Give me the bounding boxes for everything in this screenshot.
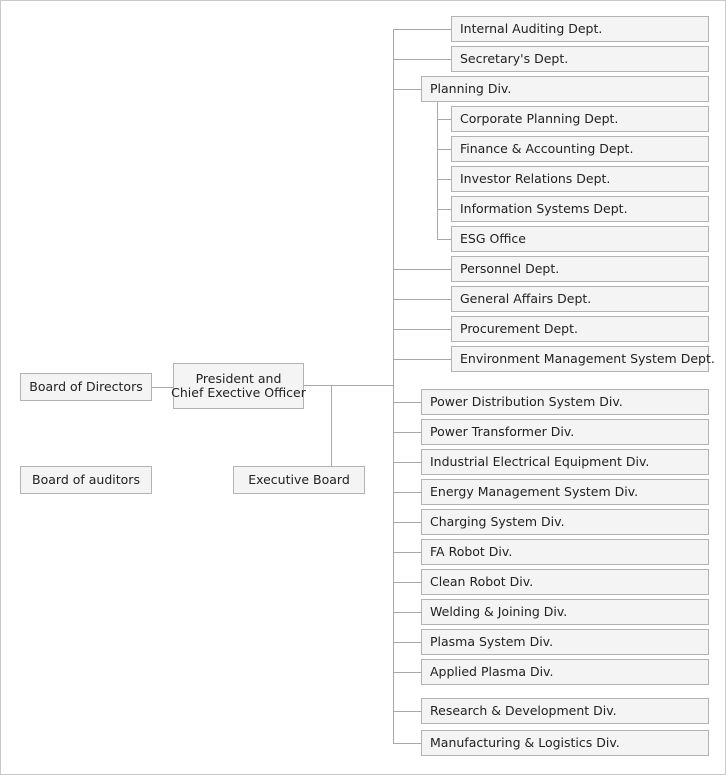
research-development-div-box: Research & Development Div.: [421, 698, 709, 724]
connector: [393, 462, 421, 463]
planning-div-box: Planning Div.: [421, 76, 709, 102]
connector-main-trunk: [393, 29, 394, 743]
connector: [393, 59, 451, 60]
connector: [393, 492, 421, 493]
energy-management-div-box: Energy Management System Div.: [421, 479, 709, 505]
president-ceo-line2: Chief Exective Officer: [171, 385, 306, 400]
general-affairs-dept-box: General Affairs Dept.: [451, 286, 709, 312]
welding-joining-div-box: Welding & Joining Div.: [421, 599, 709, 625]
corporate-planning-dept-box: Corporate Planning Dept.: [451, 106, 709, 132]
connector-president-trunk: [303, 385, 393, 386]
secretarys-dept-box: Secretary's Dept.: [451, 46, 709, 72]
connector-planning-trunk: [437, 102, 438, 239]
connector: [393, 269, 451, 270]
personnel-dept-box: Personnel Dept.: [451, 256, 709, 282]
connector-board-president: [151, 387, 173, 388]
applied-plasma-div-box: Applied Plasma Div.: [421, 659, 709, 685]
connector: [393, 299, 451, 300]
board-of-directors-box: Board of Directors: [20, 373, 152, 401]
connector: [437, 119, 451, 120]
connector: [393, 552, 421, 553]
connector: [437, 239, 451, 240]
information-systems-dept-box: Information Systems Dept.: [451, 196, 709, 222]
connector: [437, 209, 451, 210]
connector: [393, 89, 421, 90]
president-ceo-line1: President and: [195, 371, 282, 386]
connector: [393, 329, 451, 330]
president-ceo-box: [173, 363, 304, 409]
connector: [437, 179, 451, 180]
plasma-system-div-box: Plasma System Div.: [421, 629, 709, 655]
investor-relations-dept-box: Investor Relations Dept.: [451, 166, 709, 192]
connector: [393, 432, 421, 433]
fa-robot-div-box: FA Robot Div.: [421, 539, 709, 565]
esg-office-box: ESG Office: [451, 226, 709, 252]
finance-accounting-dept-box: Finance & Accounting Dept.: [451, 136, 709, 162]
connector: [393, 743, 421, 744]
industrial-electrical-div-box: Industrial Electrical Equipment Div.: [421, 449, 709, 475]
connector: [393, 402, 421, 403]
connector: [393, 612, 421, 613]
clean-robot-div-box: Clean Robot Div.: [421, 569, 709, 595]
manufacturing-logistics-div-box: Manufacturing & Logistics Div.: [421, 730, 709, 756]
power-distribution-div-box: Power Distribution System Div.: [421, 389, 709, 415]
connector: [437, 149, 451, 150]
power-transformer-div-box: Power Transformer Div.: [421, 419, 709, 445]
connector: [393, 711, 421, 712]
connector: [393, 29, 451, 30]
procurement-dept-box: Procurement Dept.: [451, 316, 709, 342]
connector: [393, 359, 451, 360]
connector: [393, 582, 421, 583]
charging-system-div-box: Charging System Div.: [421, 509, 709, 535]
connector: [393, 522, 421, 523]
internal-auditing-dept-box: Internal Auditing Dept.: [451, 16, 709, 42]
connector: [393, 642, 421, 643]
executive-board-box: Executive Board: [233, 466, 365, 494]
connector-executive-board: [331, 385, 332, 466]
board-of-auditors-box: Board of auditors: [20, 466, 152, 494]
environment-management-dept-box: Environment Management System Dept.: [451, 346, 709, 372]
connector: [393, 672, 421, 673]
